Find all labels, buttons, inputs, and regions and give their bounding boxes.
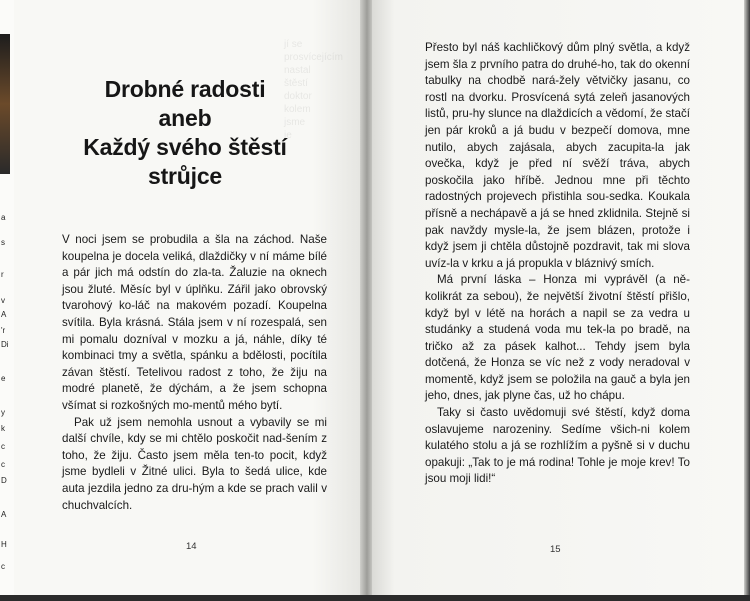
right-page-body [425,40,690,488]
margin-fragment: c [1,442,5,451]
paragraph: V noci jsem se probudila a šla na záchod. Naše koupelna je docela veliká, dlaždičky v ní máme bílé a pár jich má odstín do zla-ta. Žaluzie na oknech jsou žluté. Měsíc byl v úplňku. Zářil jako obrovský tvarohový ko-láč na makovém pozadí. Koupelna svítila. Byla krásná. Stála jsem v ní rozespalá, sen mi pomalu dozníval v mozku a já, náhle, díky té kombinaci tmy a světla, spánku a bdělosti, pocítila závan štěstí. Tetelivou radost z toho, že žiju na modré planetě, že dýchám, a že jsem schopna všímat si rozkošných mo-mentů mého bytí. [62,233,327,412]
left-page-body [62,232,327,514]
page-edge-shadow [744,0,750,601]
paragraph: Přesto byl náš kachličkový dům plný světla, a když jsem šla z prvního patra do druhé-ho, tak do okenní tabulky na chodbě nará-žely větvičky jasanu, co rostl na dvorku. Prosvícená sytá zeleň jasanových listů, pru-hy slunce na dlaždicích a vědomí, že stačí jen pár kroků a já budu v bezpečí domova, mne nutilo, abych zajásala, abych zacupita-la jak ovečka, když je před ní svěží tráva, abych poskočila jako hříbě. Jednou mne při těchto radostných projevech přistihla sou-sedka. Koukala přísně a nechápavě a já se hned zklidnila. Stejně si pak navždy mysle-la, že jsem blázen, protože i když jsem ji chtěla důstojně pozdravit, tak mi slova uvíz-la v krku a já propukla v bláznivý smích. [425,41,690,270]
photo-fragment [0,34,10,174]
margin-fragment: a [1,213,6,222]
scan-bottom-edge [0,595,750,601]
paragraph: Má první láska – Honza mi vyprávěl (a ně-kolikrát za sebou), že největší životní štěstí přišlo, když byl v létě na horách a napil se za vedra u studánky a studená voda mu tek-la po bradě, na tričko až za pásek kalhot... Tehdy jsem byla dotčená, že Honza se víc než z vody neradoval v momentě, když jsem se položila na gauč a byla jen jeho, dnes, jak plyne čas, už ho chápu. [425,273,690,403]
margin-fragment: c [1,460,5,469]
margin-fragment: c [1,562,5,571]
margin-fragment: A [1,510,7,519]
page-number: 15 [550,544,561,555]
margin-fragment: k [1,424,5,433]
chapter-title [60,75,310,191]
margin-fragment: A [1,310,7,319]
bleed-through-text: jí se prosvícejícím nastal štěstí doktor kolem jsme je [284,39,343,141]
previous-page-edge [0,0,15,601]
margin-fragment: y [1,408,5,417]
paragraph: Taky si často uvědomuji své štěstí, když doma oslavujeme narozeniny. Sedíme všich-ni kolem kulatého stolu a já se rozhlížím a pyšně si v duchu opakuji: „Tak to je má rodina! Tohle je moje krev! To jsou moji lidi!“ [425,406,690,486]
title-line: strůjce [147,163,223,189]
margin-fragment: H [1,540,7,549]
page-number: 14 [186,541,197,552]
margin-fragment: D [1,476,7,485]
margin-fragment: 'r [1,326,6,335]
title-line: Drobné radosti [104,76,266,102]
margin-fragment: Di [1,340,9,349]
margin-fragment: e [1,374,6,383]
margin-fragment: r [1,270,4,279]
title-line: Každý svého štěstí [83,134,287,160]
title-line: aneb [158,105,212,131]
margin-fragment: v [1,296,5,305]
margin-fragment: s [1,238,5,247]
paragraph: Pak už jsem nemohla usnout a vybavily se mi další chvíle, kdy se mi chtělo poskočit nad-šením z toho, že žiju. Často jsem měla ten-to pocit, když jsme bydleli v Žitné ulici. Byla to šedá ulice, kde auta jezdila jedno za dru-hým a kde se prach valil v chuchvalcích. [62,415,327,512]
